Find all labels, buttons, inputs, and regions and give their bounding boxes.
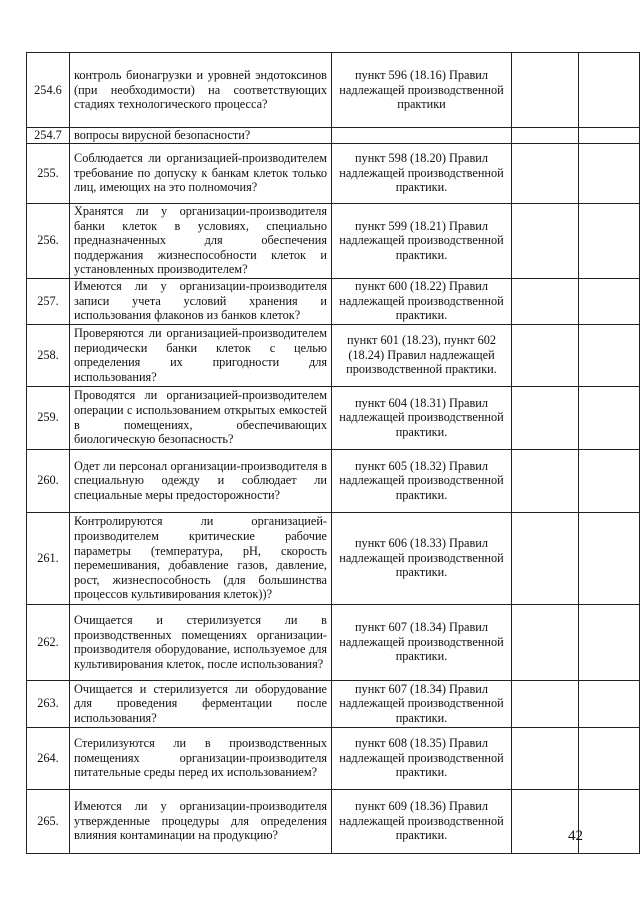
- empty-cell: [579, 680, 640, 727]
- empty-cell: [512, 512, 579, 604]
- row-question: Очищается и стерилизуется ли оборудование для проведения ферментации после использования?: [70, 680, 332, 727]
- empty-cell: [512, 324, 579, 386]
- row-reference: пункт 596 (18.16) Правил надлежащей производственной практики: [332, 53, 512, 128]
- row-question: Проверяются ли организацией-производителем периодически банки клеток с целью определения их пригодности для использования?: [70, 324, 332, 386]
- empty-cell: [512, 604, 579, 680]
- empty-cell: [579, 604, 640, 680]
- row-number: 265.: [27, 789, 70, 853]
- table-row: [27, 512, 640, 604]
- empty-cell: [512, 143, 579, 203]
- empty-cell: [579, 512, 640, 604]
- row-number: 258.: [27, 324, 70, 386]
- row-question: Хранятся ли у организации-производителя банки клеток в условиях, специально предназначенных для обеспечения поддержания жизнеспособности клеток и установленных производителем?: [70, 203, 332, 278]
- table-row: [27, 727, 640, 789]
- row-number: 257.: [27, 278, 70, 324]
- empty-cell: [579, 53, 640, 128]
- row-reference: пункт 605 (18.32) Правил надлежащей производственной практики.: [332, 449, 512, 512]
- checklist-table: [26, 52, 640, 854]
- checklist-rows: [27, 53, 640, 854]
- row-question: Одет ли персонал организации-производителя в специальную одежду и соблюдает ли специальные меры предосторожности?: [70, 449, 332, 512]
- empty-cell: [579, 203, 640, 278]
- row-question: Соблюдается ли организацией-производителем требование по допуску к банкам клеток только лиц, имеющих на это полномочия?: [70, 143, 332, 203]
- row-reference: пункт 606 (18.33) Правил надлежащей производственной практики.: [332, 512, 512, 604]
- row-reference: [332, 128, 512, 144]
- empty-cell: [579, 278, 640, 324]
- row-number: 260.: [27, 449, 70, 512]
- row-number: 254.7: [27, 128, 70, 144]
- table-row: [27, 203, 640, 278]
- row-question: контроль бионагрузки и уровней эндотоксинов (при необходимости) на соответствующих стадиях технологического процесса?: [70, 53, 332, 128]
- empty-cell: [579, 143, 640, 203]
- table-row: [27, 386, 640, 449]
- page-number: 42: [568, 828, 583, 844]
- table-row: [27, 604, 640, 680]
- table-row: [27, 128, 640, 144]
- table-row: [27, 680, 640, 727]
- empty-cell: [512, 449, 579, 512]
- row-reference: пункт 600 (18.22) Правил надлежащей производственной практики.: [332, 278, 512, 324]
- table-row: [27, 789, 640, 853]
- empty-cell: [512, 278, 579, 324]
- row-number: 261.: [27, 512, 70, 604]
- row-reference: пункт 607 (18.34) Правил надлежащей производственной практики.: [332, 604, 512, 680]
- row-question: вопросы вирусной безопасности?: [70, 128, 332, 144]
- empty-cell: [579, 386, 640, 449]
- row-reference: пункт 601 (18.23), пункт 602 (18.24) Правил надлежащей производственной практики.: [332, 324, 512, 386]
- empty-cell: [579, 449, 640, 512]
- row-number: 256.: [27, 203, 70, 278]
- row-question: Имеются ли у организации-производителя утвержденные процедуры для определения влияния контаминации на продукцию?: [70, 789, 332, 853]
- row-number: 254.6: [27, 53, 70, 128]
- empty-cell: [512, 128, 579, 144]
- row-question: Имеются ли у организации-производителя записи учета условий хранения и использования флаконов из банков клеток?: [70, 278, 332, 324]
- empty-cell: [512, 386, 579, 449]
- table-row: [27, 53, 640, 128]
- row-number: 259.: [27, 386, 70, 449]
- table-row: [27, 449, 640, 512]
- row-reference: пункт 608 (18.35) Правил надлежащей производственной практики.: [332, 727, 512, 789]
- empty-cell: [579, 128, 640, 144]
- row-reference: пункт 599 (18.21) Правил надлежащей производственной практики.: [332, 203, 512, 278]
- row-question: Очищается и стерилизуется ли в производственных помещениях организации-производителя оборудование, используемое для культивирования клеток, после использования?: [70, 604, 332, 680]
- row-question: Проводятся ли организацией-производителем операции с использованием открытых емкостей в помещениях, обеспечивающих биологическую безопасность?: [70, 386, 332, 449]
- row-reference: пункт 609 (18.36) Правил надлежащей производственной практики.: [332, 789, 512, 853]
- empty-cell: [512, 203, 579, 278]
- row-reference: пункт 598 (18.20) Правил надлежащей производственной практики.: [332, 143, 512, 203]
- row-question: Контролируются ли организацией-производителем критические рабочие параметры (температура, pH, скорость перемешивания, добавление газов, давление, рост, жизнеспособность (для большинства процессов культивирования клеток))?: [70, 512, 332, 604]
- table-row: [27, 324, 640, 386]
- row-number: 255.: [27, 143, 70, 203]
- empty-cell: [579, 727, 640, 789]
- row-question: Стерилизуются ли в производственных помещениях организации-производителя питательные среды перед их использованием?: [70, 727, 332, 789]
- empty-cell: [512, 53, 579, 128]
- row-number: 262.: [27, 604, 70, 680]
- row-number: 264.: [27, 727, 70, 789]
- row-reference: пункт 604 (18.31) Правил надлежащей производственной практики.: [332, 386, 512, 449]
- table-row: [27, 143, 640, 203]
- empty-cell: [512, 727, 579, 789]
- table-row: [27, 278, 640, 324]
- empty-cell: [579, 789, 640, 853]
- empty-cell: [579, 324, 640, 386]
- row-number: 263.: [27, 680, 70, 727]
- row-reference: пункт 607 (18.34) Правил надлежащей производственной практики.: [332, 680, 512, 727]
- empty-cell: [512, 680, 579, 727]
